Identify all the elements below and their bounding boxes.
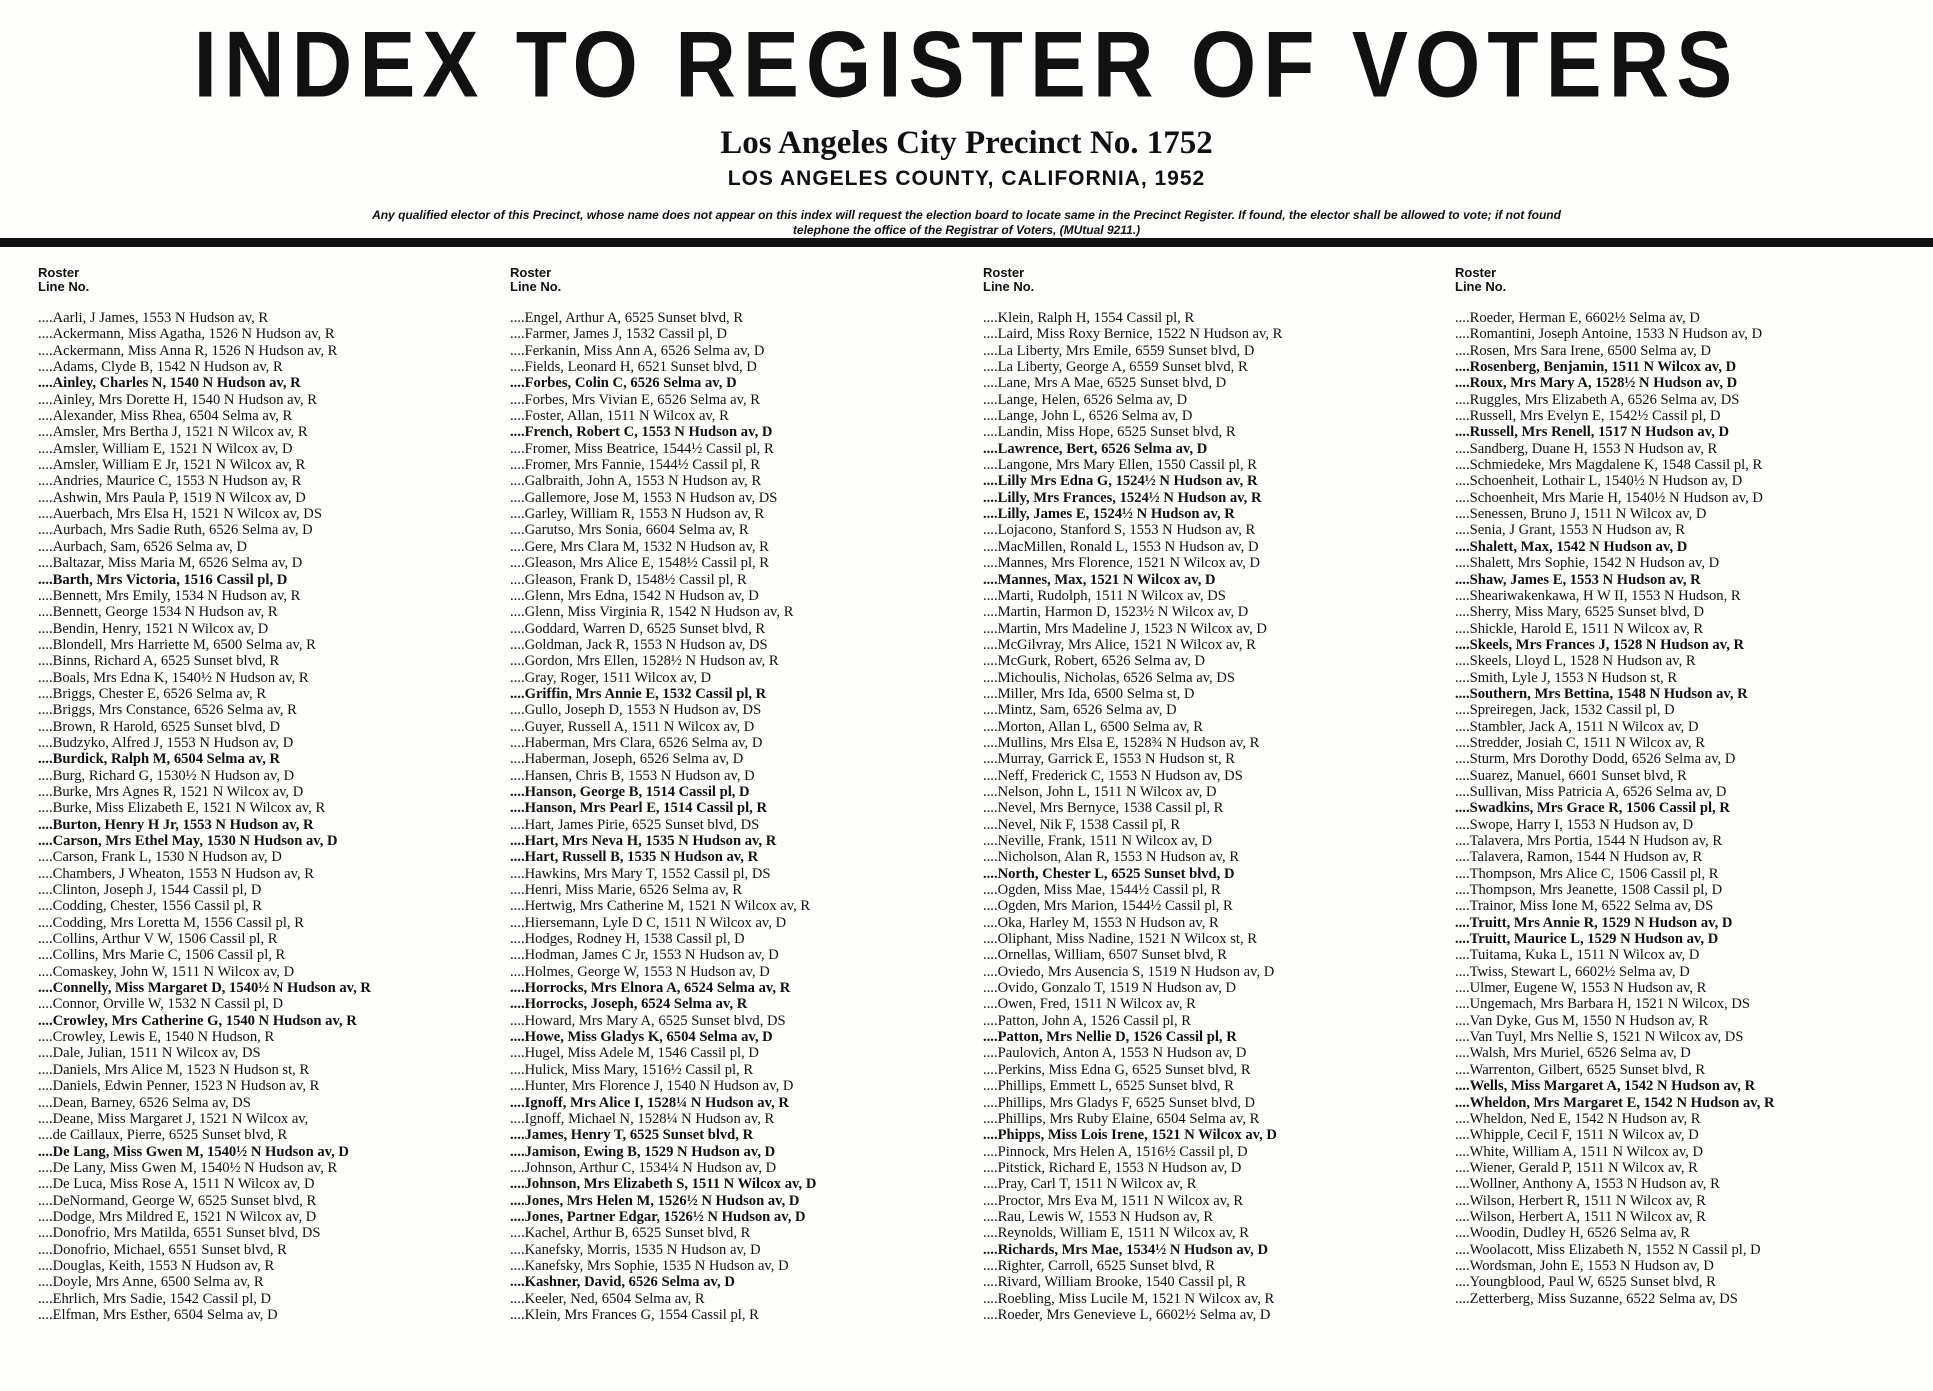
voter-entry: .... Aarli, J James, 1553 N Hudson av, R bbox=[38, 310, 498, 326]
voter-entry: .... Shalett, Mrs Sophie, 1542 N Hudson av, D bbox=[1455, 555, 1915, 571]
voter-entry: .... Fields, Leonard H, 6521 Sunset blvd, D bbox=[510, 359, 970, 375]
voter-entry: .... De Luca, Miss Rose A, 1511 N Wilcox av, D bbox=[38, 1176, 498, 1192]
voter-entry: .... Wheldon, Ned E, 1542 N Hudson av, R bbox=[1455, 1111, 1915, 1127]
voter-entry: .... Sturm, Mrs Dorothy Dodd, 6526 Selma av, D bbox=[1455, 751, 1915, 767]
roster-column-2 bbox=[510, 266, 970, 1323]
voter-entry: .... Blondell, Mrs Harriette M, 6500 Selma av, R bbox=[38, 637, 498, 653]
voter-entry: .... Ainley, Mrs Dorette H, 1540 N Hudson av, R bbox=[38, 392, 498, 408]
voter-entry: .... Rosen, Mrs Sara Irene, 6500 Selma av, D bbox=[1455, 343, 1915, 359]
column-header-line1: Roster bbox=[1455, 265, 1497, 280]
roster-column-4 bbox=[1455, 266, 1915, 1307]
voter-entry: .... Horrocks, Mrs Elnora A, 6524 Selma av, R bbox=[510, 980, 970, 996]
voter-entry: .... Senia, J Grant, 1553 N Hudson av, R bbox=[1455, 522, 1915, 538]
voter-entry: .... Dale, Julian, 1511 N Wilcox av, DS bbox=[38, 1045, 498, 1061]
voter-entry: .... Goddard, Warren D, 6525 Sunset blvd, R bbox=[510, 621, 970, 637]
voter-entry: .... Carson, Mrs Ethel May, 1530 N Hudson av, D bbox=[38, 833, 498, 849]
voter-entry: .... Comaskey, John W, 1511 N Wilcox av, D bbox=[38, 964, 498, 980]
voter-entry: .... Ackermann, Miss Agatha, 1526 N Hudson av, R bbox=[38, 326, 498, 342]
voter-entry: .... Nevel, Nik F, 1538 Cassil pl, R bbox=[983, 817, 1443, 833]
voter-entry: .... Talavera, Ramon, 1544 N Hudson av, R bbox=[1455, 849, 1915, 865]
voter-entry: .... Wheldon, Mrs Margaret E, 1542 N Hudson av, R bbox=[1455, 1095, 1915, 1111]
voter-entry: .... Ungemach, Mrs Barbara H, 1521 N Wilcox, DS bbox=[1455, 996, 1915, 1012]
voter-entry: .... Engel, Arthur A, 6525 Sunset blvd, R bbox=[510, 310, 970, 326]
voter-entry: .... Jones, Mrs Helen M, 1526½ N Hudson av, D bbox=[510, 1193, 970, 1209]
voter-entry: .... Chambers, J Wheaton, 1553 N Hudson av, R bbox=[38, 866, 498, 882]
voter-entry: .... Henri, Miss Marie, 6526 Selma av, R bbox=[510, 882, 970, 898]
voter-entry: .... Martin, Mrs Madeline J, 1523 N Wilcox av, D bbox=[983, 621, 1443, 637]
column-header-line2: Line No. bbox=[38, 279, 90, 294]
voter-entry: .... Collins, Mrs Marie C, 1506 Cassil pl, R bbox=[38, 947, 498, 963]
voter-entry: .... Kanefsky, Mrs Sophie, 1535 N Hudson av, D bbox=[510, 1258, 970, 1274]
voter-entry: .... Spreiregen, Jack, 1532 Cassil pl, D bbox=[1455, 702, 1915, 718]
voter-entry: .... Reynolds, William E, 1511 N Wilcox av, R bbox=[983, 1225, 1443, 1241]
voter-entry: .... Burke, Mrs Agnes R, 1521 N Wilcox av, D bbox=[38, 784, 498, 800]
voter-entry: .... Patton, John A, 1526 Cassil pl, R bbox=[983, 1013, 1443, 1029]
voter-entry: .... MacMillen, Ronald L, 1553 N Hudson av, D bbox=[983, 539, 1443, 555]
voter-entry: .... Pinnock, Mrs Helen A, 1516½ Cassil pl, D bbox=[983, 1144, 1443, 1160]
voter-entry: .... Rosenberg, Benjamin, 1511 N Wilcox av, D bbox=[1455, 359, 1915, 375]
voter-entry: .... Burton, Henry H Jr, 1553 N Hudson av, R bbox=[38, 817, 498, 833]
voter-entry: .... Perkins, Miss Edna G, 6525 Sunset blvd, R bbox=[983, 1062, 1443, 1078]
voter-entry: .... Roux, Mrs Mary A, 1528½ N Hudson av, D bbox=[1455, 375, 1915, 391]
voter-entry: .... Ignoff, Michael N, 1528¼ N Hudson av, R bbox=[510, 1111, 970, 1127]
voter-entry: .... Hertwig, Mrs Catherine M, 1521 N Wilcox av, R bbox=[510, 898, 970, 914]
voter-entry: .... Sullivan, Miss Patricia A, 6526 Selma av, D bbox=[1455, 784, 1915, 800]
voter-entry: .... Griffin, Mrs Annie E, 1532 Cassil pl, R bbox=[510, 686, 970, 702]
voter-entry: .... Wordsman, John E, 1553 N Hudson av, D bbox=[1455, 1258, 1915, 1274]
voter-entry: .... Mullins, Mrs Elsa E, 1528¾ N Hudson av, R bbox=[983, 735, 1443, 751]
voter-entry: .... Lojacono, Stanford S, 1553 N Hudson av, R bbox=[983, 522, 1443, 538]
voter-entry: .... Oka, Harley M, 1553 N Hudson av, R bbox=[983, 915, 1443, 931]
voter-entry: .... Van Tuyl, Mrs Nellie S, 1521 N Wilcox av, DS bbox=[1455, 1029, 1915, 1045]
voter-entry: .... Lilly Mrs Edna G, 1524½ N Hudson av, R bbox=[983, 473, 1443, 489]
voter-entry: .... Lange, John L, 6526 Selma av, D bbox=[983, 408, 1443, 424]
voter-entry: .... Lilly, Mrs Frances, 1524½ N Hudson av, R bbox=[983, 490, 1443, 506]
voter-entry: .... Gleason, Mrs Alice E, 1548½ Cassil pl, R bbox=[510, 555, 970, 571]
voter-entry: .... Burg, Richard G, 1530½ N Hudson av, D bbox=[38, 768, 498, 784]
voter-entry: .... White, William A, 1511 N Wilcox av, D bbox=[1455, 1144, 1915, 1160]
voter-entry: .... Collins, Arthur V W, 1506 Cassil pl, R bbox=[38, 931, 498, 947]
voter-entry: .... Warrenton, Gilbert, 6525 Sunset blvd, R bbox=[1455, 1062, 1915, 1078]
voter-entry: .... Galbraith, John A, 1553 N Hudson av, R bbox=[510, 473, 970, 489]
voter-entry: .... Doyle, Mrs Anne, 6500 Selma av, R bbox=[38, 1274, 498, 1290]
voter-entry: .... Kanefsky, Morris, 1535 N Hudson av, D bbox=[510, 1242, 970, 1258]
voter-entry: .... Proctor, Mrs Eva M, 1511 N Wilcox av, R bbox=[983, 1193, 1443, 1209]
voter-entry: .... Garley, William R, 1553 N Hudson av, R bbox=[510, 506, 970, 522]
voter-entry: .... Horrocks, Joseph, 6524 Selma av, R bbox=[510, 996, 970, 1012]
voter-entry: .... Foster, Allan, 1511 N Wilcox av, R bbox=[510, 408, 970, 424]
column-header bbox=[38, 266, 498, 310]
voter-entry: .... Paulovich, Anton A, 1553 N Hudson av, D bbox=[983, 1045, 1443, 1061]
voter-entry: .... Talavera, Mrs Portia, 1544 N Hudson av, R bbox=[1455, 833, 1915, 849]
voter-entry: .... Amsler, Mrs Bertha J, 1521 N Wilcox av, R bbox=[38, 424, 498, 440]
voter-entry: .... Forbes, Colin C, 6526 Selma av, D bbox=[510, 375, 970, 391]
voter-entry: .... Pray, Carl T, 1511 N Wilcox av, R bbox=[983, 1176, 1443, 1192]
voter-entry: .... Ovido, Gonzalo T, 1519 N Hudson av, D bbox=[983, 980, 1443, 996]
voter-entry: .... Gordon, Mrs Ellen, 1528½ N Hudson av, R bbox=[510, 653, 970, 669]
voter-entry: .... Russell, Mrs Evelyn E, 1542½ Cassil pl, D bbox=[1455, 408, 1915, 424]
voter-entry: .... Langone, Mrs Mary Ellen, 1550 Cassil pl, R bbox=[983, 457, 1443, 473]
voter-entry: .... Smith, Lyle J, 1553 N Hudson st, R bbox=[1455, 670, 1915, 686]
voter-entry: .... Roeder, Herman E, 6602½ Selma av, D bbox=[1455, 310, 1915, 326]
voter-entry: .... Baltazar, Miss Maria M, 6526 Selma av, D bbox=[38, 555, 498, 571]
roster-column-1 bbox=[38, 266, 498, 1323]
voter-entry: .... Walsh, Mrs Muriel, 6526 Selma av, D bbox=[1455, 1045, 1915, 1061]
voter-entry: .... Rau, Lewis W, 1553 N Hudson av, R bbox=[983, 1209, 1443, 1225]
voter-entry: .... Thompson, Mrs Jeanette, 1508 Cassil pl, D bbox=[1455, 882, 1915, 898]
voter-entry: .... Ornellas, William, 6507 Sunset blvd, R bbox=[983, 947, 1443, 963]
voter-entry: .... Laird, Miss Roxy Bernice, 1522 N Hudson av, R bbox=[983, 326, 1443, 342]
voter-entry: .... Shaw, James E, 1553 N Hudson av, R bbox=[1455, 572, 1915, 588]
voter-entry: .... Auerbach, Mrs Elsa H, 1521 N Wilcox av, DS bbox=[38, 506, 498, 522]
voter-entry: .... Oviedo, Mrs Ausencia S, 1519 N Hudson av, D bbox=[983, 964, 1443, 980]
voter-entry: .... Hiersemann, Lyle D C, 1511 N Wilcox av, D bbox=[510, 915, 970, 931]
voter-entry: .... Amsler, William E, 1521 N Wilcox av, D bbox=[38, 441, 498, 457]
voter-entry: .... Hart, Russell B, 1535 N Hudson av, R bbox=[510, 849, 970, 865]
voter-entry: .... Senessen, Bruno J, 1511 N Wilcox av, D bbox=[1455, 506, 1915, 522]
voter-entry: .... Hawkins, Mrs Mary T, 1552 Cassil pl, DS bbox=[510, 866, 970, 882]
voter-entry: .... Schoenheit, Mrs Marie H, 1540½ N Hudson av, D bbox=[1455, 490, 1915, 506]
voter-entry: .... Nelson, John L, 1511 N Wilcox av, D bbox=[983, 784, 1443, 800]
voter-entry: .... McGilvray, Mrs Alice, 1521 N Wilcox av, R bbox=[983, 637, 1443, 653]
voter-entry: .... Roeder, Mrs Genevieve L, 6602½ Selma av, D bbox=[983, 1307, 1443, 1323]
voter-entry: .... Wells, Miss Margaret A, 1542 N Hudson av, R bbox=[1455, 1078, 1915, 1094]
voter-entry: .... Romantini, Joseph Antoine, 1533 N Hudson av, D bbox=[1455, 326, 1915, 342]
voter-entry: .... Andries, Maurice C, 1553 N Hudson av, R bbox=[38, 473, 498, 489]
column-header bbox=[1455, 266, 1915, 310]
voter-entry: .... La Liberty, Mrs Emile, 6559 Sunset blvd, D bbox=[983, 343, 1443, 359]
voter-entry: .... Fromer, Miss Beatrice, 1544½ Cassil pl, R bbox=[510, 441, 970, 457]
voter-entry: .... Lane, Mrs A Mae, 6525 Sunset blvd, D bbox=[983, 375, 1443, 391]
voter-entry: .... Stambler, Jack A, 1511 N Wilcox av, D bbox=[1455, 719, 1915, 735]
voter-entry: .... Landin, Miss Hope, 6525 Sunset blvd, R bbox=[983, 424, 1443, 440]
voter-entry: .... Klein, Mrs Frances G, 1554 Cassil pl, R bbox=[510, 1307, 970, 1323]
voter-entry: .... Morton, Allan L, 6500 Selma av, R bbox=[983, 719, 1443, 735]
voter-entry: .... Briggs, Chester E, 6526 Selma av, R bbox=[38, 686, 498, 702]
voter-entry: .... Nevel, Mrs Bernyce, 1538 Cassil pl, R bbox=[983, 800, 1443, 816]
voter-entry: .... Wiener, Gerald P, 1511 N Wilcox av, R bbox=[1455, 1160, 1915, 1176]
voter-entry: .... Burdick, Ralph M, 6504 Selma av, R bbox=[38, 751, 498, 767]
voter-entry: .... Patton, Mrs Nellie D, 1526 Cassil pl, R bbox=[983, 1029, 1443, 1045]
voter-entry: .... Gere, Mrs Clara M, 1532 N Hudson av, R bbox=[510, 539, 970, 555]
column-header-line1: Roster bbox=[38, 265, 80, 280]
voter-entry: .... Neff, Frederick C, 1553 N Hudson av, DS bbox=[983, 768, 1443, 784]
header-rule bbox=[0, 238, 1933, 247]
voter-entry: .... Twiss, Stewart L, 6602½ Selma av, D bbox=[1455, 964, 1915, 980]
voter-entry: .... French, Robert C, 1553 N Hudson av, D bbox=[510, 424, 970, 440]
voter-entry: .... Mintz, Sam, 6526 Selma av, D bbox=[983, 702, 1443, 718]
voter-entry: .... Ogden, Mrs Marion, 1544½ Cassil pl, R bbox=[983, 898, 1443, 914]
voter-entry: .... Van Dyke, Gus M, 1550 N Hudson av, R bbox=[1455, 1013, 1915, 1029]
voter-entry: .... Gray, Roger, 1511 Wilcox av, D bbox=[510, 670, 970, 686]
voter-entry: .... Howard, Mrs Mary A, 6525 Sunset blvd, DS bbox=[510, 1013, 970, 1029]
voter-entry: .... Southern, Mrs Bettina, 1548 N Hudson av, R bbox=[1455, 686, 1915, 702]
voter-entry: .... Donofrio, Mrs Matilda, 6551 Sunset blvd, DS bbox=[38, 1225, 498, 1241]
voter-entry: .... Amsler, William E Jr, 1521 N Wilcox av, R bbox=[38, 457, 498, 473]
voter-entry: .... Budzyko, Alfred J, 1553 N Hudson av, D bbox=[38, 735, 498, 751]
voter-entry: .... Ashwin, Mrs Paula P, 1519 N Wilcox av, D bbox=[38, 490, 498, 506]
voter-entry: .... Stredder, Josiah C, 1511 N Wilcox av, R bbox=[1455, 735, 1915, 751]
voter-entry: .... Hansen, Chris B, 1553 N Hudson av, D bbox=[510, 768, 970, 784]
voter-entry: .... Johnson, Mrs Elizabeth S, 1511 N Wilcox av, D bbox=[510, 1176, 970, 1192]
voter-entry: .... Roebling, Miss Lucile M, 1521 N Wilcox av, R bbox=[983, 1291, 1443, 1307]
voter-entry: .... Hanson, Mrs Pearl E, 1514 Cassil pl, R bbox=[510, 800, 970, 816]
voter-entry: .... Mannes, Mrs Florence, 1521 N Wilcox av, D bbox=[983, 555, 1443, 571]
voter-entry: .... Hart, Mrs Neva H, 1535 N Hudson av, R bbox=[510, 833, 970, 849]
voter-entry: .... Codding, Chester, 1556 Cassil pl, R bbox=[38, 898, 498, 914]
voter-entry: .... Hanson, George B, 1514 Cassil pl, D bbox=[510, 784, 970, 800]
voter-entry: .... Carson, Frank L, 1530 N Hudson av, D bbox=[38, 849, 498, 865]
voter-entry: .... James, Henry T, 6525 Sunset blvd, R bbox=[510, 1127, 970, 1143]
voter-entry: .... Holmes, George W, 1553 N Hudson av, D bbox=[510, 964, 970, 980]
voter-entry: .... Douglas, Keith, 1553 N Hudson av, R bbox=[38, 1258, 498, 1274]
voter-entry: .... Crowley, Mrs Catherine G, 1540 N Hudson av, R bbox=[38, 1013, 498, 1029]
voter-entry: .... Sheariwakenkawa, H W II, 1553 N Hudson, R bbox=[1455, 588, 1915, 604]
voter-entry: .... Skeels, Lloyd L, 1528 N Hudson av, R bbox=[1455, 653, 1915, 669]
voter-entry: .... Goldman, Jack R, 1553 N Hudson av, DS bbox=[510, 637, 970, 653]
voter-entry: .... North, Chester L, 6525 Sunset blvd, D bbox=[983, 866, 1443, 882]
voter-entry: .... Wilson, Herbert A, 1511 N Wilcox av, R bbox=[1455, 1209, 1915, 1225]
voter-entry: .... Crowley, Lewis E, 1540 N Hudson, R bbox=[38, 1029, 498, 1045]
voter-entry: .... Tuitama, Kuka L, 1511 N Wilcox av, D bbox=[1455, 947, 1915, 963]
voter-entry: .... Ogden, Miss Mae, 1544½ Cassil pl, R bbox=[983, 882, 1443, 898]
voter-entry: .... Martin, Harmon D, 1523½ N Wilcox av, D bbox=[983, 604, 1443, 620]
voter-entry: .... Klein, Ralph H, 1554 Cassil pl, R bbox=[983, 310, 1443, 326]
voter-entry: .... Hodman, James C Jr, 1553 N Hudson av, D bbox=[510, 947, 970, 963]
voter-entry: .... Daniels, Edwin Penner, 1523 N Hudson av, R bbox=[38, 1078, 498, 1094]
voter-entry: .... Forbes, Mrs Vivian E, 6526 Selma av, R bbox=[510, 392, 970, 408]
voter-entry: .... Hunter, Mrs Florence J, 1540 N Hudson av, D bbox=[510, 1078, 970, 1094]
voter-entry: .... Suarez, Manuel, 6601 Sunset blvd, R bbox=[1455, 768, 1915, 784]
voter-entry: .... Wollner, Anthony A, 1553 N Hudson av, R bbox=[1455, 1176, 1915, 1192]
precinct-subtitle: Los Angeles City Precinct No. 1752 bbox=[720, 125, 1213, 161]
voter-entry: .... Marti, Rudolph, 1511 N Wilcox av, DS bbox=[983, 588, 1443, 604]
voter-entry: .... Schmiedeke, Mrs Magdalene K, 1548 Cassil pl, R bbox=[1455, 457, 1915, 473]
voter-entry: .... Barth, Mrs Victoria, 1516 Cassil pl, D bbox=[38, 572, 498, 588]
voter-entry: .... Jamison, Ewing B, 1529 N Hudson av, D bbox=[510, 1144, 970, 1160]
voter-entry: .... Thompson, Mrs Alice C, 1506 Cassil pl, R bbox=[1455, 866, 1915, 882]
voter-entry: .... Glenn, Miss Virginia R, 1542 N Hudson av, R bbox=[510, 604, 970, 620]
column-header bbox=[510, 266, 970, 310]
voter-entry: .... Truitt, Maurice L, 1529 N Hudson av, D bbox=[1455, 931, 1915, 947]
voter-entry: .... Nicholson, Alan R, 1553 N Hudson av, R bbox=[983, 849, 1443, 865]
voter-entry: .... Codding, Mrs Loretta M, 1556 Cassil pl, R bbox=[38, 915, 498, 931]
voter-list bbox=[983, 310, 1443, 1323]
voter-entry: .... Kashner, David, 6526 Selma av, D bbox=[510, 1274, 970, 1290]
voter-entry: .... Whipple, Cecil F, 1511 N Wilcox av, D bbox=[1455, 1127, 1915, 1143]
voter-entry: .... Schoenheit, Lothair L, 1540½ N Hudson av, D bbox=[1455, 473, 1915, 489]
voter-entry: .... Aurbach, Mrs Sadie Ruth, 6526 Selma av, D bbox=[38, 522, 498, 538]
voter-entry: .... Connelly, Miss Margaret D, 1540½ N Hudson av, R bbox=[38, 980, 498, 996]
voter-entry: .... Farmer, James J, 1532 Cassil pl, D bbox=[510, 326, 970, 342]
voter-entry: .... Zetterberg, Miss Suzanne, 6522 Selma av, DS bbox=[1455, 1291, 1915, 1307]
voter-entry: .... Brown, R Harold, 6525 Sunset blvd, D bbox=[38, 719, 498, 735]
voter-entry: .... Garutso, Mrs Sonia, 6604 Selma av, R bbox=[510, 522, 970, 538]
voter-entry: .... Daniels, Mrs Alice M, 1523 N Hudson st, R bbox=[38, 1062, 498, 1078]
voter-entry: .... Briggs, Mrs Constance, 6526 Selma av, R bbox=[38, 702, 498, 718]
voter-entry: .... Truitt, Mrs Annie R, 1529 N Hudson av, D bbox=[1455, 915, 1915, 931]
voter-entry: .... Neville, Frank, 1511 N Wilcox av, D bbox=[983, 833, 1443, 849]
masthead bbox=[0, 0, 1933, 238]
voter-entry: .... Clinton, Joseph J, 1544 Cassil pl, D bbox=[38, 882, 498, 898]
voter-entry: .... De Lang, Miss Gwen M, 1540½ N Hudson av, D bbox=[38, 1144, 498, 1160]
voter-entry: .... Youngblood, Paul W, 6525 Sunset blvd, R bbox=[1455, 1274, 1915, 1290]
voter-entry: .... Haberman, Joseph, 6526 Selma av, D bbox=[510, 751, 970, 767]
column-header-line2: Line No. bbox=[1455, 279, 1507, 294]
voter-entry: .... Shalett, Max, 1542 N Hudson av, D bbox=[1455, 539, 1915, 555]
voter-list bbox=[38, 310, 498, 1323]
voter-entry: .... Deane, Miss Margaret J, 1521 N Wilcox av, bbox=[38, 1111, 498, 1127]
voter-entry: .... Phillips, Emmett L, 6525 Sunset blvd, R bbox=[983, 1078, 1443, 1094]
voter-entry: .... Richards, Mrs Mae, 1534½ N Hudson av, D bbox=[983, 1242, 1443, 1258]
page-title: INDEX TO REGISTER OF VOTERS bbox=[193, 11, 1740, 117]
voter-entry: .... Gullo, Joseph D, 1553 N Hudson av, DS bbox=[510, 702, 970, 718]
voter-entry: .... Lange, Helen, 6526 Selma av, D bbox=[983, 392, 1443, 408]
voter-entry: .... Howe, Miss Gladys K, 6504 Selma av, D bbox=[510, 1029, 970, 1045]
voter-entry: .... Johnson, Arthur C, 1534¼ N Hudson av, D bbox=[510, 1160, 970, 1176]
voter-entry: .... Ignoff, Mrs Alice I, 1528¼ N Hudson av, R bbox=[510, 1095, 970, 1111]
voter-list bbox=[510, 310, 970, 1323]
voter-entry: .... Phillips, Mrs Ruby Elaine, 6504 Selma av, R bbox=[983, 1111, 1443, 1127]
voter-entry: .... Adams, Clyde B, 1542 N Hudson av, R bbox=[38, 359, 498, 375]
voter-list bbox=[1455, 310, 1915, 1307]
voter-entry: .... Sherry, Miss Mary, 6525 Sunset blvd, D bbox=[1455, 604, 1915, 620]
voter-entry: .... Phillips, Mrs Gladys F, 6525 Sunset blvd, D bbox=[983, 1095, 1443, 1111]
voter-entry: .... Kachel, Arthur B, 6525 Sunset blvd, R bbox=[510, 1225, 970, 1241]
voter-entry: .... Ruggles, Mrs Elizabeth A, 6526 Selma av, DS bbox=[1455, 392, 1915, 408]
voter-entry: .... Sandberg, Duane H, 1553 N Hudson av, R bbox=[1455, 441, 1915, 457]
voter-entry: .... Swope, Harry I, 1553 N Hudson av, D bbox=[1455, 817, 1915, 833]
voter-entry: .... Woolacott, Miss Elizabeth N, 1552 N Cassil pl, D bbox=[1455, 1242, 1915, 1258]
voter-entry: .... Swadkins, Mrs Grace R, 1506 Cassil pl, R bbox=[1455, 800, 1915, 816]
voter-entry: .... Burke, Miss Elizabeth E, 1521 N Wilcox av, R bbox=[38, 800, 498, 816]
voter-entry: .... DeNormand, George W, 6525 Sunset blvd, R bbox=[38, 1193, 498, 1209]
voter-entry: .... Glenn, Mrs Edna, 1542 N Hudson av, D bbox=[510, 588, 970, 604]
voter-entry: .... Jones, Partner Edgar, 1526½ N Hudson av, D bbox=[510, 1209, 970, 1225]
voter-entry: .... Lilly, James E, 1524½ N Hudson av, R bbox=[983, 506, 1443, 522]
voter-entry: .... Owen, Fred, 1511 N Wilcox av, R bbox=[983, 996, 1443, 1012]
voter-entry: .... Ehrlich, Mrs Sadie, 1542 Cassil pl, D bbox=[38, 1291, 498, 1307]
voter-entry: .... Aurbach, Sam, 6526 Selma av, D bbox=[38, 539, 498, 555]
voter-entry: .... Haberman, Mrs Clara, 6526 Selma av, D bbox=[510, 735, 970, 751]
voter-entry: .... Dean, Barney, 6526 Selma av, DS bbox=[38, 1095, 498, 1111]
voter-entry: .... Righter, Carroll, 6525 Sunset blvd, R bbox=[983, 1258, 1443, 1274]
voter-entry: .... Shickle, Harold E, 1511 N Wilcox av, R bbox=[1455, 621, 1915, 637]
voter-entry: .... Bennett, Mrs Emily, 1534 N Hudson av, R bbox=[38, 588, 498, 604]
voter-entry: .... Pitstick, Richard E, 1553 N Hudson av, D bbox=[983, 1160, 1443, 1176]
voter-entry: .... Boals, Mrs Edna K, 1540½ N Hudson av, R bbox=[38, 670, 498, 686]
voter-entry: .... Keeler, Ned, 6504 Selma av, R bbox=[510, 1291, 970, 1307]
voter-entry: .... Hart, James Pirie, 6525 Sunset blvd, DS bbox=[510, 817, 970, 833]
voter-entry: .... Bennett, George 1534 N Hudson av, R bbox=[38, 604, 498, 620]
voter-entry: .... Skeels, Mrs Frances J, 1528 N Hudson av, R bbox=[1455, 637, 1915, 653]
voter-notice: Any qualified elector of this Precinct, whose name does not appear on this index will request the election board to locate same in the Precinct Register. If found, the elector shall be allowed to vote; if not found telephone the office of the Registrar of Voters, (MUtual 9211.) bbox=[372, 208, 1561, 237]
voter-entry: .... Hulick, Miss Mary, 1516½ Cassil pl, R bbox=[510, 1062, 970, 1078]
roster-column-3 bbox=[983, 266, 1443, 1323]
voter-entry: .... Dodge, Mrs Mildred E, 1521 N Wilcox av, D bbox=[38, 1209, 498, 1225]
column-header bbox=[983, 266, 1443, 310]
voter-entry: .... Binns, Richard A, 6525 Sunset blvd, R bbox=[38, 653, 498, 669]
voter-entry: .... Miller, Mrs Ida, 6500 Selma st, D bbox=[983, 686, 1443, 702]
voter-entry: .... Trainor, Miss Ione M, 6522 Selma av, DS bbox=[1455, 898, 1915, 914]
voter-entry: .... Oliphant, Miss Nadine, 1521 N Wilcox st, R bbox=[983, 931, 1443, 947]
voter-entry: .... Mannes, Max, 1521 N Wilcox av, D bbox=[983, 572, 1443, 588]
column-header-line2: Line No. bbox=[983, 279, 1035, 294]
voter-entry: .... Ferkanin, Miss Ann A, 6526 Selma av, D bbox=[510, 343, 970, 359]
voter-entry: .... Ackermann, Miss Anna R, 1526 N Hudson av, R bbox=[38, 343, 498, 359]
voter-entry: .... Bendin, Henry, 1521 N Wilcox av, D bbox=[38, 621, 498, 637]
voter-entry: .... Lawrence, Bert, 6526 Selma av, D bbox=[983, 441, 1443, 457]
voter-entry: .... McGurk, Robert, 6526 Selma av, D bbox=[983, 653, 1443, 669]
voter-entry: .... Russell, Mrs Renell, 1517 N Hudson av, D bbox=[1455, 424, 1915, 440]
voter-entry: .... Gallemore, Jose M, 1553 N Hudson av, DS bbox=[510, 490, 970, 506]
voter-entry: .... Woodin, Dudley H, 6526 Selma av, R bbox=[1455, 1225, 1915, 1241]
voter-entry: .... Phipps, Miss Lois Irene, 1521 N Wilcox av, D bbox=[983, 1127, 1443, 1143]
voter-entry: .... Donofrio, Michael, 6551 Sunset blvd, R bbox=[38, 1242, 498, 1258]
voter-entry: .... Wilson, Herbert R, 1511 N Wilcox av, R bbox=[1455, 1193, 1915, 1209]
voter-entry: .... La Liberty, George A, 6559 Sunset blvd, R bbox=[983, 359, 1443, 375]
roster-columns bbox=[0, 266, 1933, 1376]
voter-entry: .... Ainley, Charles N, 1540 N Hudson av, R bbox=[38, 375, 498, 391]
voter-entry: .... Rivard, William Brooke, 1540 Cassil pl, R bbox=[983, 1274, 1443, 1290]
voter-entry: .... de Caillaux, Pierre, 6525 Sunset blvd, R bbox=[38, 1127, 498, 1143]
voter-entry: .... Gleason, Frank D, 1548½ Cassil pl, R bbox=[510, 572, 970, 588]
voter-entry: .... Michoulis, Nicholas, 6526 Selma av, DS bbox=[983, 670, 1443, 686]
voter-entry: .... Connor, Orville W, 1532 N Cassil pl, D bbox=[38, 996, 498, 1012]
voter-entry: .... Guyer, Russell A, 1511 N Wilcox av, D bbox=[510, 719, 970, 735]
county-line: LOS ANGELES COUNTY, CALIFORNIA, 1952 bbox=[727, 167, 1206, 190]
voter-entry: .... Ulmer, Eugene W, 1553 N Hudson av, R bbox=[1455, 980, 1915, 996]
voter-entry: .... Hugel, Miss Adele M, 1546 Cassil pl, D bbox=[510, 1045, 970, 1061]
voter-entry: .... Fromer, Mrs Fannie, 1544½ Cassil pl, R bbox=[510, 457, 970, 473]
column-header-line1: Roster bbox=[510, 265, 552, 280]
column-header-line2: Line No. bbox=[510, 279, 562, 294]
column-header-line1: Roster bbox=[983, 265, 1025, 280]
voter-entry: .... Elfman, Mrs Esther, 6504 Selma av, D bbox=[38, 1307, 498, 1323]
voter-entry: .... Murray, Garrick E, 1553 N Hudson st, R bbox=[983, 751, 1443, 767]
voter-entry: .... Alexander, Miss Rhea, 6504 Selma av, R bbox=[38, 408, 498, 424]
voter-entry: .... Hodges, Rodney H, 1538 Cassil pl, D bbox=[510, 931, 970, 947]
voter-entry: .... De Lany, Miss Gwen M, 1540½ N Hudson av, R bbox=[38, 1160, 498, 1176]
